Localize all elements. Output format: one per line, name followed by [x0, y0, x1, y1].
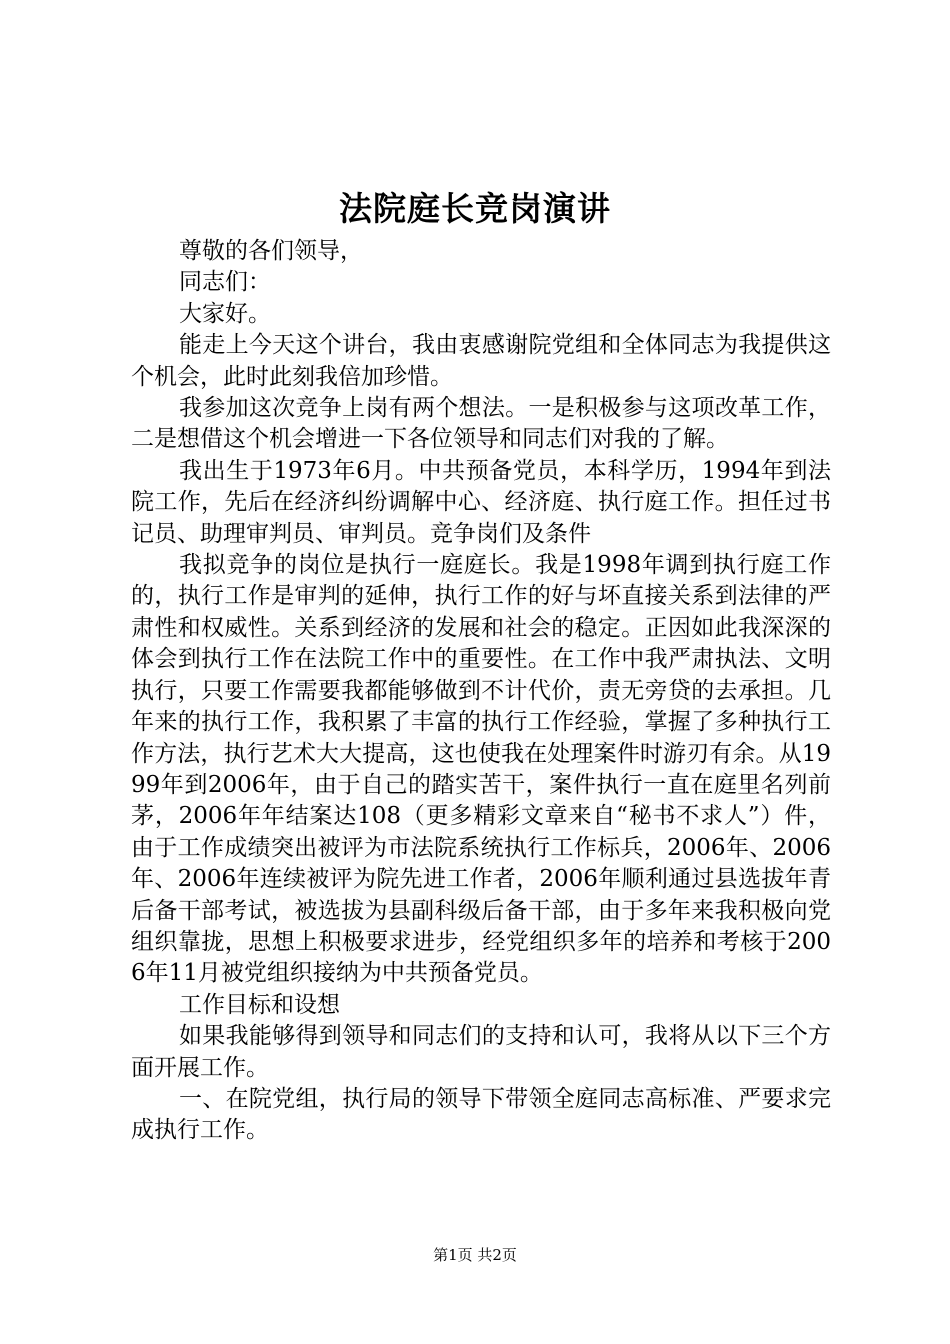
- document-body: [131, 236, 831, 1147]
- paragraph-background: 我出生于1973年6月。中共预备党员，本科学历，1994年到法院工作，先后在经济纠纷调解中心、经济庭、执行庭工作。担任过书记员、助理审判员、审判员。竞争岗们及条件: [131, 457, 831, 547]
- paragraph-experience: 我拟竞争的岗位是执行一庭庭长。我是1998年调到执行庭工作的，执行工作是审判的延伸，执行工作的好与坏直接关系到法律的严肃性和权威性。关系到经济的发展和社会的稳定。正因如此我深深的体会到执行工作在法院工作中的重要性。在工作中我严肃执法、文明执行，只要工作需要我都能够做到不计代价，责无旁贷的去承担。几年来的执行工作，我积累了丰富的执行工作经验，掌握了多种执行工作方法，执行艺术大大提高，这也使我在处理案件时游刃有余。从1999年到2006年，由于自己的踏实苦干，案件执行一直在庭里名列前茅，2006年年结案达108（更多精彩文章来自“秘书不求人”）件，由于工作成绩突出被评为市法院系统执行工作标兵，2006年、2006年、2006年连续被评为院先进工作者，2006年顺利通过县选拔年青后备干部考试，被选拔为县副科级后备干部，由于多年来我积极向党组织靠拢，思想上积极要求进步，经党组织多年的培养和考核于2006年11月被党组织接纳为中共预备党员。: [131, 552, 831, 987]
- paragraph-greeting: 大家好。: [179, 300, 271, 327]
- paragraph-section-heading: 工作目标和设想: [179, 991, 340, 1018]
- paragraph-thanks: 能走上今天这个讲台，我由衷感谢院党组和全体同志为我提供这个机会，此时此刻我倍加珍惜。: [131, 332, 831, 390]
- paragraph-motivation: 我参加这次竞争上岗有两个想法。一是积极参与这项改革工作，二是想借这个机会增进一下各位领导和同志们对我的了解。: [131, 395, 831, 453]
- page-footer: 第1页 共2页: [433, 1246, 517, 1264]
- paragraph-plan-item-1: 一、在院党组，执行局的领导下带领全庭同志高标准、严要求完成执行工作。: [131, 1085, 831, 1144]
- paragraph-plan-intro: 如果我能够得到领导和同志们的支持和认可，我将从以下三个方面开展工作。: [131, 1023, 831, 1081]
- paragraph-salutation-comrades: 同志们：: [179, 269, 271, 296]
- document-title: 法院庭长竞岗演讲: [339, 189, 611, 228]
- paragraph-salutation: 尊敬的各们领导，: [179, 238, 363, 264]
